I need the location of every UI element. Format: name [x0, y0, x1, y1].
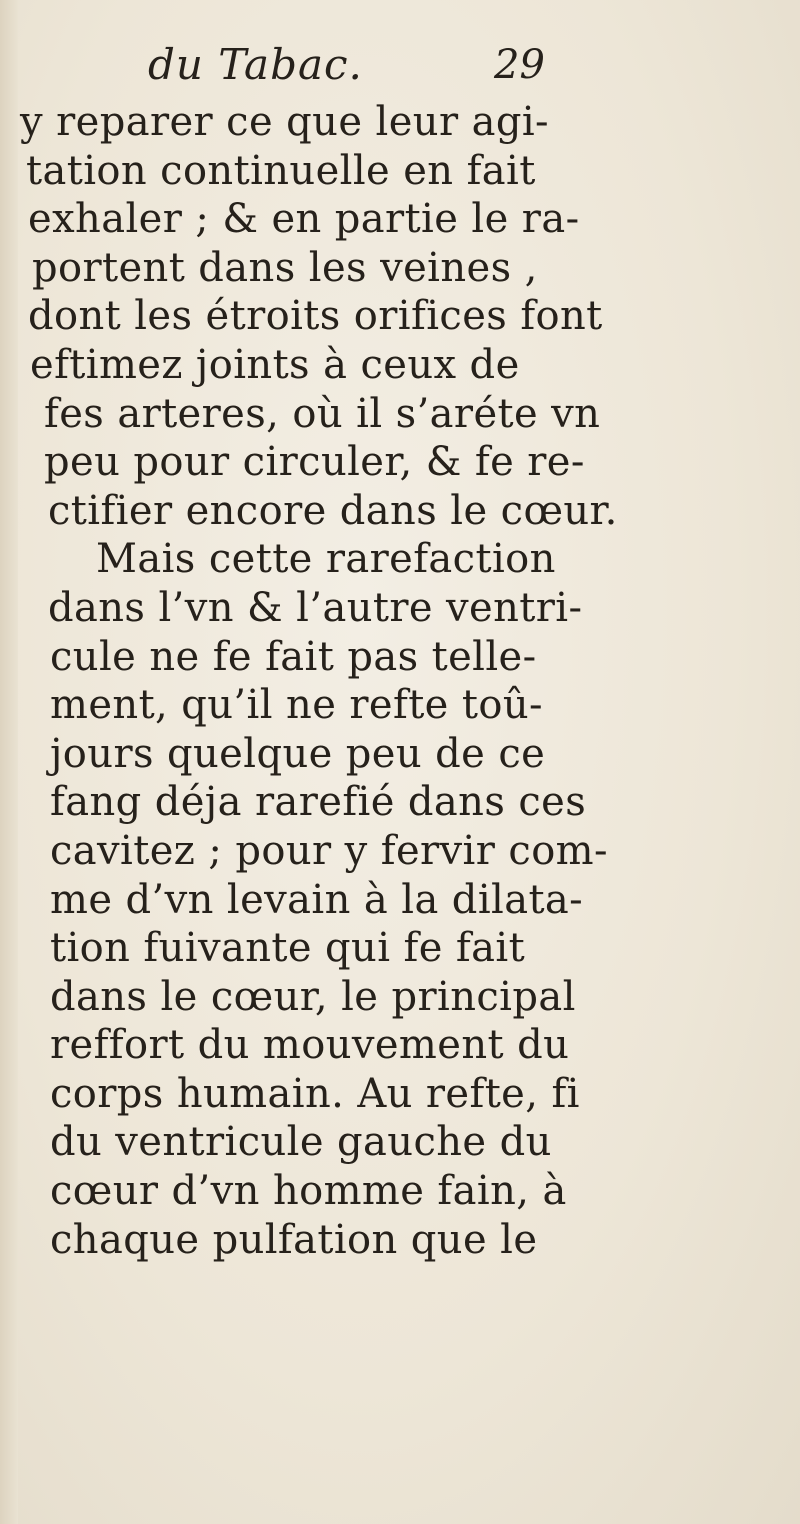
text-line: dans l’vn & l’autre ventri-	[48, 584, 583, 631]
text-line: cavitez ; pour y fervir com-	[50, 827, 608, 874]
page-number: 29	[494, 42, 545, 88]
text-line: fang déja rarefié dans ces	[50, 779, 587, 826]
text-line: peu pour circuler, & fe re-	[44, 439, 585, 486]
text-line: chaque pulfation que le	[50, 1216, 538, 1263]
text-line: corps humain. Au refte, fi	[50, 1070, 580, 1117]
text-line: ctifier encore dans le cœur.	[48, 487, 618, 534]
text-line: y reparer ce que leur agi-	[20, 99, 549, 145]
text-line: dans le cœur, le principal	[50, 973, 576, 1020]
text-line: me d’vn levain à la dilata-	[50, 876, 584, 923]
text-line: portent dans les veines ,	[32, 244, 538, 291]
body-text	[20, 98, 790, 1264]
text-line: reffort du mouvement du	[50, 1022, 570, 1069]
text-line: eftimez joints à ceux de	[30, 341, 520, 388]
running-head	[0, 40, 800, 100]
text-line: cœur d’vn homme fain, à	[50, 1168, 567, 1215]
running-head-title: du Tabac.	[148, 40, 363, 89]
text-line: fes arteres, où il s’aréte vn	[44, 390, 601, 437]
text-line: exhaler ; & en partie le ra-	[28, 196, 580, 243]
text-line: dont les étroits orifices font	[28, 293, 603, 340]
text-line: tation continuelle en fait	[26, 147, 536, 194]
text-line: ment, qu’il ne refte toû-	[50, 682, 543, 729]
text-line: du ventricule gauche du	[50, 1119, 552, 1166]
text-line: tion fuivante qui fe fait	[50, 925, 526, 972]
page-gutter-edge	[0, 0, 18, 1524]
text-line: jours quelque peu de ce	[50, 730, 546, 777]
text-line: Mais cette rarefaction	[96, 536, 556, 583]
text-line: cule ne fe fait pas telle-	[50, 633, 537, 680]
